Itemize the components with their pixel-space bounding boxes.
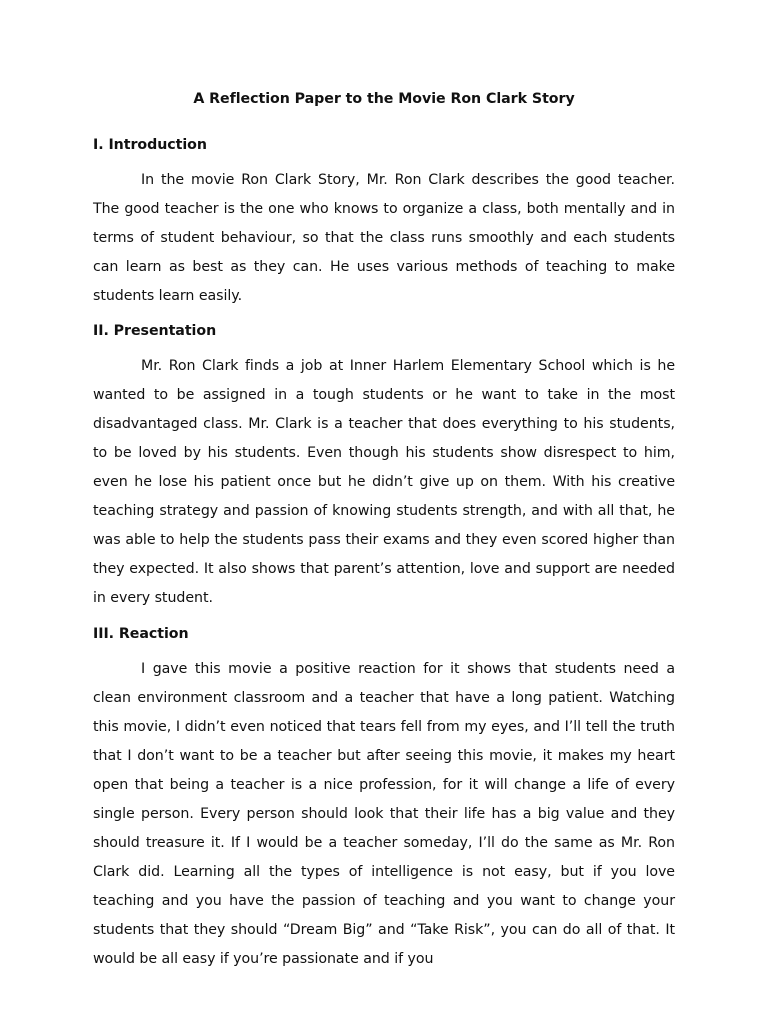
section-paragraph-reaction: I gave this movie a positive reaction for it shows that students need a clean environment classroom and a teacher that have a long patient. Watching this movie, I didn’t even noticed that tears fell from my eyes, and I’ll tell the truth that I don’t want to be a teacher but after seeing this movie, it makes my heart open that being a teacher is a nice profession, for it will change a life of every single person. Every person should look that their life has a big value and they should treasure it. If I would be a teacher someday, I’ll do the same as Mr. Ron Clark did. Learning all the types of intelligence is not easy, but if you love teaching and you have the passion of teaching and you want to change your students that they should “Dream Big” and “Take Risk”, you can do all of that. It would be all easy if you’re passionate and if you bbox=[93, 661, 675, 967]
section-reaction bbox=[93, 621, 675, 974]
section-heading-reaction: III. Reaction bbox=[93, 626, 189, 642]
section-paragraph-introduction: In the movie Ron Clark Story, Mr. Ron Clark describes the good teacher. The good teacher is the one who knows to organize a class, both mentally and in terms of student behaviour, so that the class runs smoothly and each students can learn as best as they can. He uses various methods of teaching to make students learn easily. bbox=[93, 172, 675, 304]
section-presentation bbox=[93, 318, 675, 613]
section-introduction bbox=[93, 132, 675, 311]
section-paragraph-presentation: Mr. Ron Clark finds a job at Inner Harlem Elementary School which is he wanted to be assigned in a tough students or he want to take in the most disadvantaged class. Mr. Clark is a teacher that does everything to his students, to be loved by his students. Even though his students show disrespect to him, even he lose his patient once but he didn’t give up on them. With his creative teaching strategy and passion of knowing students strength, and with all that, he was able to help the students pass their exams and they even scored higher than they expected. It also shows that parent’s attention, love and support are needed in every student. bbox=[93, 358, 675, 606]
section-heading-presentation: II. Presentation bbox=[93, 323, 217, 339]
document-title: A Reflection Paper to the Movie Ron Clark Story bbox=[193, 91, 575, 107]
section-heading-introduction: I. Introduction bbox=[93, 137, 207, 153]
